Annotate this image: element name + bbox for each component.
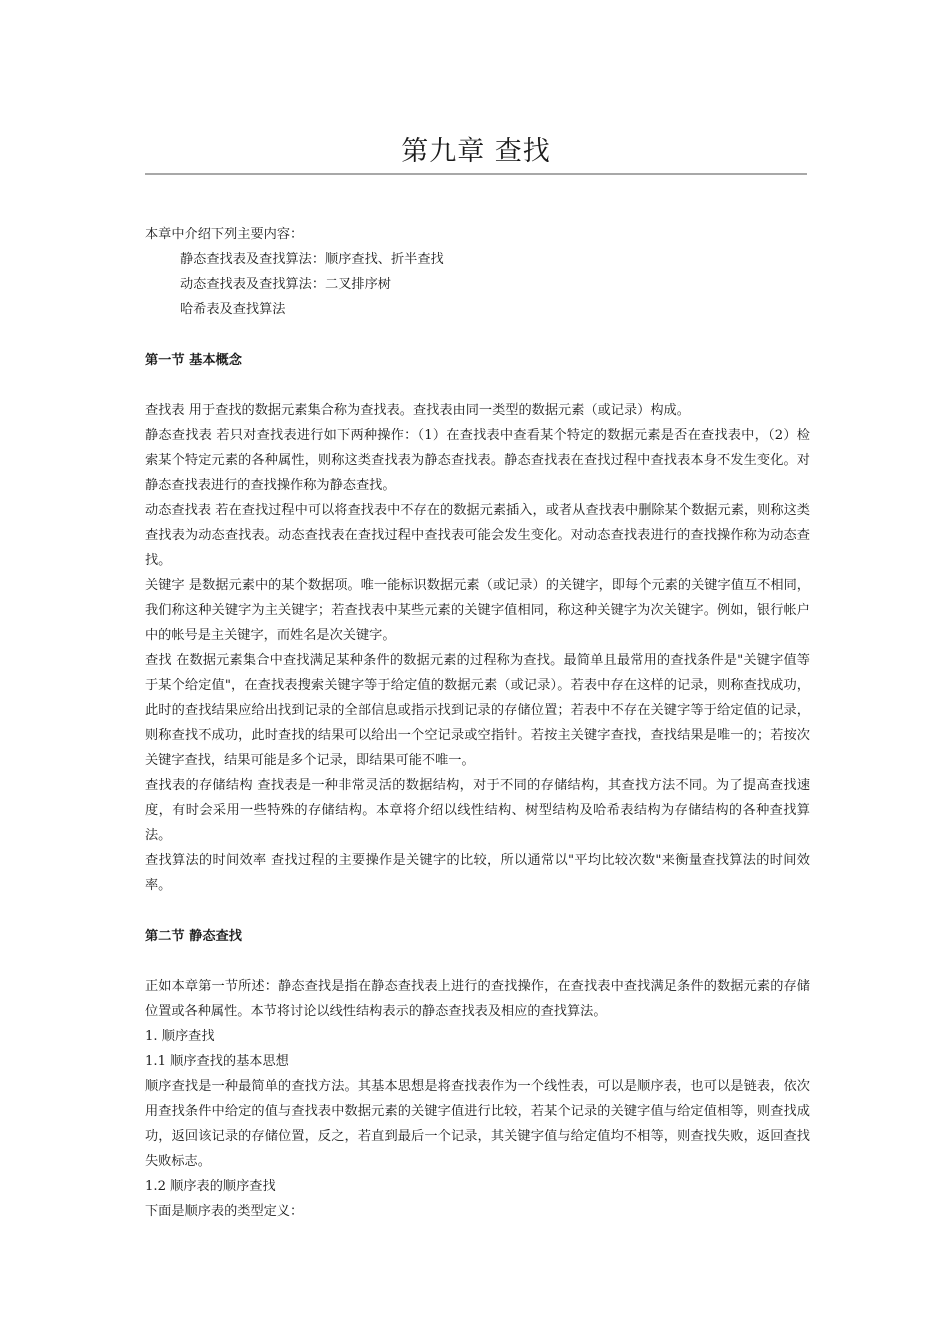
- intro-item: 动态查找表及查找算法：二叉排序树: [180, 277, 391, 292]
- definition-paragraph: 关键字 是数据元素中的某个数据项。唯一能标识数据元素（或记录）的关键字，即每个元素的关键字值互不相同，我们称这种关键字为主关键字；若查找表中某些元素的关键字值相同，称这种关键字为次关键字。例如，银行帐户中的帐号是主关键字，而姓名是次关键字。: [145, 578, 810, 643]
- section-heading: 第一节 基本概念: [145, 353, 242, 368]
- document-body: [145, 222, 810, 1224]
- definition-paragraph: 静态查找表 若只对查找表进行如下两种操作：（1）在查找表中查看某个特定的数据元素是否在查找表中，（2）检索某个特定元素的各种属性，则称这类查找表为静态查找表。静态查找表在查找过程中查找表本身不发生变化。对静态查找表进行的查找操作称为静态查找。: [145, 428, 810, 493]
- definition-paragraph: 查找算法的时间效率 查找过程的主要操作是关键字的比较，所以通常以"平均比较次数"来衡量查找算法的时间效率。: [145, 853, 810, 893]
- chapter-title: 第九章 查找: [401, 136, 551, 167]
- subsection-heading: 1.1 顺序查找的基本思想: [145, 1054, 289, 1069]
- title-divider: [145, 173, 807, 175]
- definition-paragraph: 查找 在数据元素集合中查找满足某种条件的数据元素的过程称为查找。最简单且最常用的查找条件是"关键字值等于某个给定值"，在查找表搜索关键字等于给定值的数据元素（或记录）。若表中存在这样的记录，则称查找成功，此时的查找结果应给出找到记录的全部信息或指示找到记录的存储位置；若表中不存在关键字等于给定值的记录，则称查找不成功，此时查找的结果可以给出一个空记录或空指针。若按主关键字查找，查找结果是唯一的；若按次关键字查找，结果可能是多个记录，即结果可能不唯一。: [145, 653, 810, 768]
- definition-paragraph: 查找表 用于查找的数据元素集合称为查找表。查找表由同一类型的数据元素（或记录）构成。: [145, 403, 690, 418]
- definition-paragraph: 动态查找表 若在查找过程中可以将查找表中不存在的数据元素插入，或者从查找表中删除某个数据元素，则称这类查找表为动态查找表。动态查找表在查找过程中查找表可能会发生变化。对动态查找表进行的查找操作称为动态查找。: [145, 503, 810, 568]
- intro-lead: 本章中介绍下列主要内容：: [145, 227, 304, 242]
- body-paragraph: 下面是顺序表的类型定义：: [145, 1204, 304, 1219]
- section-heading: 第二节 静态查找: [145, 929, 242, 944]
- definition-paragraph: 查找表的存储结构 查找表是一种非常灵活的数据结构，对于不同的存储结构，其查找方法不同。为了提高查找速度，有时会采用一些特殊的存储结构。本章将介绍以线性结构、树型结构及哈希表结构为存储结构的各种查找算法。: [145, 778, 810, 843]
- section-intro: 正如本章第一节所述：静态查找是指在静态查找表上进行的查找操作，在查找表中查找满足条件的数据元素的存储位置或各种属性。本节将讨论以线性结构表示的静态查找表及相应的查找算法。: [145, 979, 810, 1019]
- intro-item: 静态查找表及查找算法：顺序查找、折半查找: [180, 252, 444, 267]
- body-paragraph: 顺序查找是一种最简单的查找方法。其基本思想是将查找表作为一个线性表，可以是顺序表，也可以是链表，依次用查找条件中给定的值与查找表中数据元素的关键字值进行比较，若某个记录的关键字值与给定值相等，则查找成功，返回该记录的存储位置，反之，若直到最后一个记录，其关键字值与给定值均不相等，则查找失败，返回查找失败标志。: [145, 1079, 810, 1169]
- subsection-heading: 1. 顺序查找: [145, 1029, 215, 1044]
- subsection-heading: 1.2 顺序表的顺序查找: [145, 1179, 276, 1194]
- intro-item: 哈希表及查找算法: [180, 302, 286, 317]
